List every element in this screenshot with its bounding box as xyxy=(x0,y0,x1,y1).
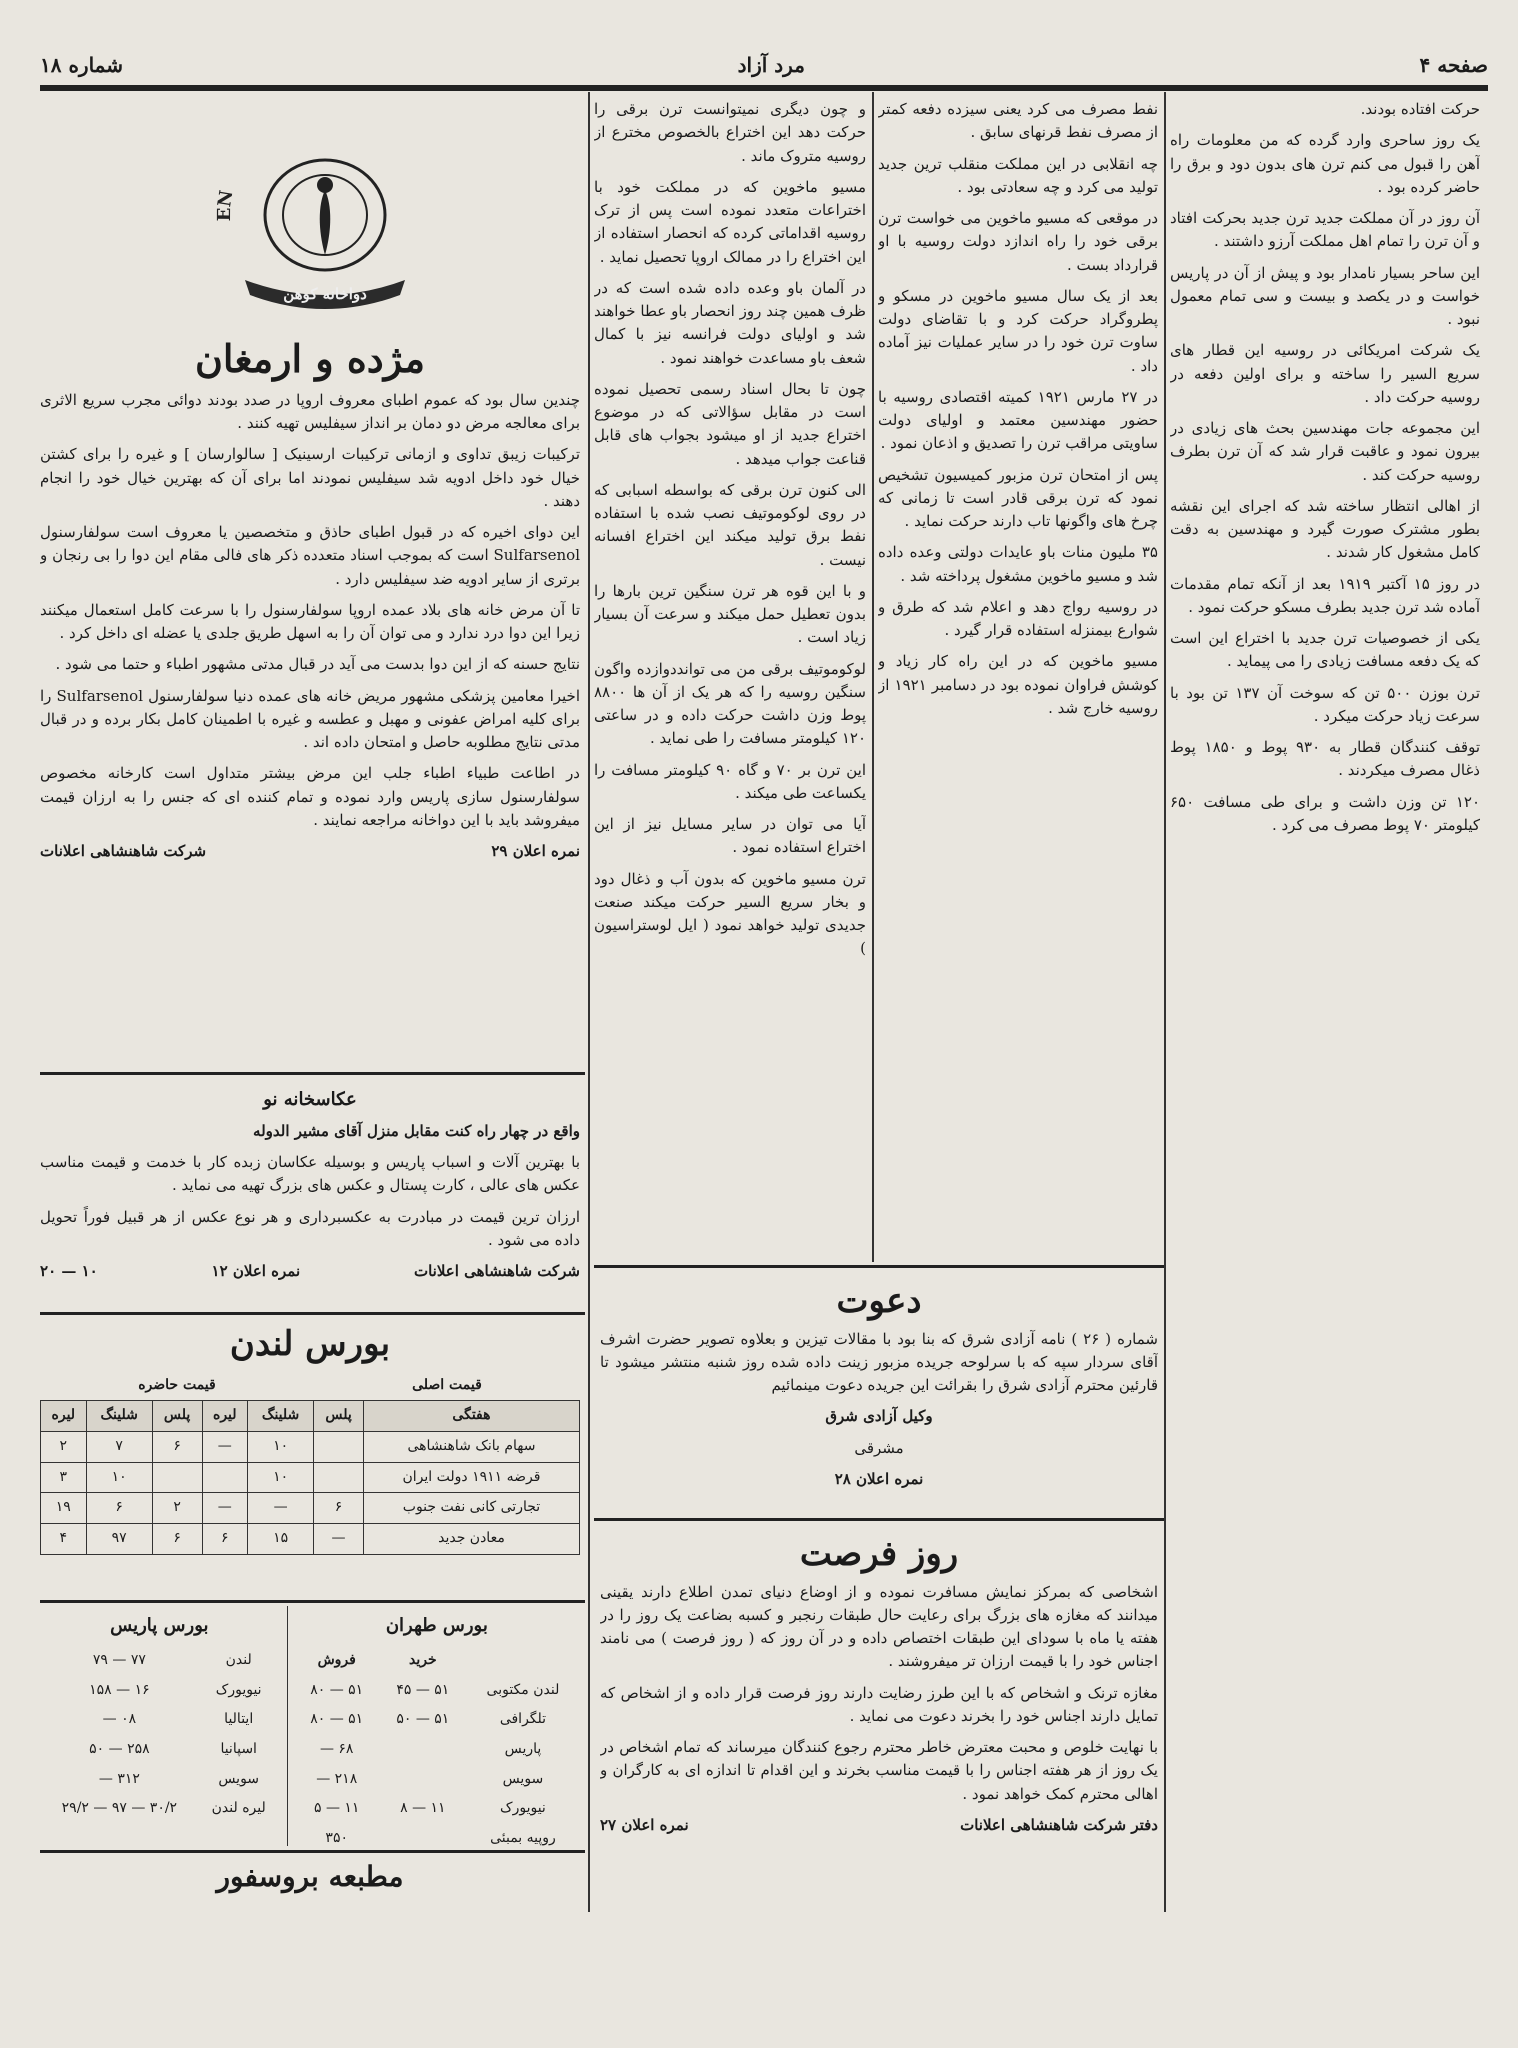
table-cell: معادن جدید xyxy=(363,1524,579,1555)
bourse-london-title: بورس لندن xyxy=(229,1324,391,1364)
table-cell xyxy=(380,1824,466,1846)
table-cell: ۲ xyxy=(41,1432,87,1463)
logo-latin-text: EN xyxy=(213,188,238,222)
table-cell: سویس xyxy=(218,1770,260,1787)
table-cell: — xyxy=(202,1432,248,1463)
table-cell: ۱۰ xyxy=(86,1462,152,1493)
paragraph: وکیل آزادی شرق xyxy=(825,1407,933,1426)
paragraph: نفط مصرف می کرد یعنی سیزده دفعه کمتر از مصرف نفط قرنهای سابق . xyxy=(878,100,1158,142)
table-row xyxy=(40,1705,279,1735)
paragraph: در روز ۱۵ آکتبر ۱۹۱۹ بعد از آنکه تمام مقدمات آماده شد ترن جدید بطرف مسکو حرکت نمود . xyxy=(1170,574,1480,616)
table-cell: ۲۵۸ — ۵۰ xyxy=(89,1740,150,1757)
article-title: مژده و ارمغان xyxy=(194,336,426,381)
table-cell: ۱۰ xyxy=(248,1432,314,1463)
pharmacy-logo xyxy=(200,95,450,325)
ad-number: نمره اعلان ۲۸ xyxy=(834,1469,924,1488)
table-header: پلس xyxy=(314,1401,364,1432)
ad-company: دفتر شرکت شاهنشاهی اعلانات xyxy=(960,1815,1158,1834)
table-cell: ۶ xyxy=(314,1493,364,1524)
column-divider xyxy=(588,92,590,1912)
paragraph: تا آن مرض خانه های بلاد عمده اروپا سولفارسنول را با سرعت کامل استعمال میکنند زیرا این دوا درد ندارد و می توان آن را به اسهل طریق جلدی یا عضله ای داخل کرد . xyxy=(40,600,580,643)
paragraph: اشخاصی که بمرکز نمایش مسافرت نموده و از اوضاع دنیای تمدن اطلاع دارند یقینی میدانند که مغازه های بزرگ برای رعایت حال طبقات رنجبر و کسبه بضاعت یک روز را در هفته یا ماه با سودای این طبقات اختصاص داده و در آن روز که ( روز فرصت ) می نامند اجناس خود را با قیمت ارزان تر میفروشند . xyxy=(600,1582,1158,1671)
table-cell: ۳۱۲ — xyxy=(98,1770,140,1787)
ad-price: ۱۰ — ۲۰ xyxy=(40,1262,98,1281)
paragraph: پس از امتحان ترن مزبور کمیسیون تشخیص نمود که ترن برقی قادر است تا زمانی که چرخ های واگونها تاب دارند حرکت نماید . xyxy=(878,465,1158,530)
article-invitation xyxy=(600,1275,1158,1515)
table-row xyxy=(294,1824,580,1846)
bourse-lower-section xyxy=(40,1606,580,1846)
table-cell: نیویورک xyxy=(215,1681,262,1698)
table-cell: تجارتی کانی نفت جنوب xyxy=(363,1493,579,1524)
column-right xyxy=(1170,98,1480,1918)
table-row xyxy=(40,1676,279,1706)
paragraph: ترن بوزن ۵۰۰ تن که سوخت آن ۱۳۷ تن بود با سرعت زیاد حرکت میکرد . xyxy=(1170,683,1480,725)
paragraph: و با این قوه هر ترن سنگین ترین بارها را بدون تعطیل حمل میکند و سرعت آن بسیار زیاد است . xyxy=(594,581,866,647)
paragraph: یک روز ساحری وارد گرده که من معلومات راه آهن را قبول می کنم ترن های بدون دود و برق را حاضر کرده بود . xyxy=(1170,131,1480,196)
table-cell: ۲۱۸ — xyxy=(316,1770,358,1787)
table-cell: ۷۷ — ۷۹ xyxy=(92,1651,146,1668)
table-cell: نیویورک xyxy=(500,1800,546,1817)
paragraph: اخیرا معامین پزشکی مشهور مریض خانه های عمده دنیا سولفارسنول Sulfarsenol را برای کلیه امراض عفونی و مهبل و عطسه و غیره با اطمینان کامل بکار برده و در قبال مدتی نتایج مطلوبه حاصل و امتحان داده اند . xyxy=(40,686,580,752)
paragraph: یکی از خصوصیات ترن جدید با اختراع این است که یک دفعه مسافت زیادی را می پیماید . xyxy=(1170,629,1480,671)
paragraph: ۳۵ ملیون منات باو عایدات دولتی وعده داده شد و مسیو ماخوین مشغول پرداخته شد . xyxy=(878,543,1158,585)
table-row xyxy=(294,1794,580,1824)
ad-footer xyxy=(40,1260,580,1283)
opportunity-title: روز فرصت xyxy=(799,1534,959,1574)
table-header: هفتگی xyxy=(363,1401,579,1432)
bourse-tehran xyxy=(287,1606,580,1846)
table-cell: — xyxy=(248,1493,314,1524)
paragraph: در موقعی که مسیو ماخوین می خواست ترن برقی خود را راه اندازد دولت روسیه با او قرارداد بست . xyxy=(878,209,1158,274)
table-header: شلینگ xyxy=(248,1401,314,1432)
table-cell: ۱۱ — ۸ xyxy=(400,1800,446,1817)
table-header: فروش xyxy=(317,1651,356,1668)
ad-company: شرکت شاهنشاهی اعلانات xyxy=(40,842,207,861)
paragraph: در روسیه رواج دهد و اعلام شد که طرق و شوارع بیمنزله استفاده قرار گیرد . xyxy=(878,597,1158,639)
bourse-london-table xyxy=(40,1400,580,1554)
page-label: صفحه ۴ xyxy=(1419,53,1488,77)
table-cell: ۵۱ — ۸۰ xyxy=(310,1711,364,1728)
paragraph: از اهالی انتظار ساخته شد که اجرای این نقشه بطور مشترک صورت گیرد و مهندسین به دقت کامل مشغول کار شدند . xyxy=(1170,496,1480,562)
header-rule xyxy=(40,85,1488,91)
paragraph: مسیو ماخوین که در این راه کار زیاد و کوشش فراوان نموده بود در دسامبر ۱۹۲۱ از روسیه خارج شد . xyxy=(878,652,1158,717)
table-cell: ۱۵ xyxy=(248,1524,314,1555)
table-cell: اسپانیا xyxy=(220,1740,257,1757)
table-header: شلینگ xyxy=(86,1401,152,1432)
section-rule xyxy=(40,1850,585,1853)
table-cell xyxy=(314,1462,364,1493)
paragraph: چه انقلابی در این مملکت منقلب ترین جدید تولید می کرد و چه سعادتی بود . xyxy=(878,154,1158,196)
paragraph: در اطاعت طبیاء اطباء جلب این مرض بیشتر متداول است کارخانه مخصوص سولفارسنول سازی پاریس وارد نموده و تمام کننده ای که جنس را به ارزان قیمت میفروشد باید با این دواخانه مراجعه نمایند . xyxy=(40,764,580,829)
section-rule xyxy=(594,1518,1164,1521)
paragraph: و چون دیگری نمیتوانست ترن برقی را حرکت دهد این اختراع بالخصوص مخترع از روسیه متروک ماند . xyxy=(594,100,866,165)
article-photo-studio xyxy=(40,1080,580,1310)
table-cell: ۶ xyxy=(202,1524,248,1555)
table-row xyxy=(294,1735,580,1765)
table-row xyxy=(41,1493,580,1524)
column-divider xyxy=(872,92,874,1262)
paragraph: این دوای اخیره که در قبول اطبای حاذق و متخصصین یا معروف است سولفارسنول Sulfarsenol است که بموجب اسناد متعدده ذکر های فالی مقام این دوا را بی رنجان و برتری از سایر ادویه ضد سیفلیس دارد . xyxy=(40,523,580,588)
bourse-paris-table xyxy=(40,1646,279,1824)
table-cell: ۱۹ xyxy=(41,1493,87,1524)
column-mid-right xyxy=(878,98,1158,1258)
table-cell: ۳۵۰ xyxy=(325,1830,348,1846)
table-cell: ۳ xyxy=(41,1462,87,1493)
table-cell: ۶ xyxy=(152,1524,202,1555)
ad-footer xyxy=(600,1814,1158,1837)
table-row xyxy=(294,1705,580,1735)
paragraph: یک شرکت امریکائی در روسیه این قطار های سریع السیر را ساخته و برای اولین دفعه در روسیه حرکت داد . xyxy=(1170,341,1480,406)
paragraph: ترن مسیو ماخوین که بدون آب و ذغال دود و بخار سریع السیر حرکت میکند صنعت جدیدی تولید خواهد نمود ( ایل لوستراسیون ) xyxy=(594,869,866,958)
table-cell: ۱۰ xyxy=(248,1462,314,1493)
table-row xyxy=(41,1462,580,1493)
table-cell xyxy=(152,1462,202,1493)
table-cell: ۲ xyxy=(152,1493,202,1524)
table-cell: ۳۰/۲ — ۹۷ — ۲۹/۲ xyxy=(61,1800,178,1817)
paragraph: حرکت افتاده بودند. xyxy=(1360,100,1480,118)
paragraph: آیا می توان در سایر مسایل نیز از این اختراع استفاده نمود . xyxy=(594,815,866,857)
table-cell: — xyxy=(314,1524,364,1555)
table-row xyxy=(294,1765,580,1795)
issue-label: شماره ۱۸ xyxy=(40,53,123,77)
ad-footer xyxy=(600,1468,1158,1491)
table-row xyxy=(41,1524,580,1555)
page-header xyxy=(40,45,1488,85)
bourse-paris-title: بورس پاریس xyxy=(110,1615,209,1636)
paragraph: در آلمان باو وعده داده شده است که در ظرف همین چند روز انحصار باو عطا خواهند شد و اولیای دولت فرانسه نیز با کمال شعف باو مساعدت خواهند نمود . xyxy=(594,278,866,367)
table-cell: روپیه بمبئی xyxy=(490,1830,556,1846)
bourse-subtitle: قیمت حاضره xyxy=(138,1376,216,1393)
paragraph: مشرقی xyxy=(854,1438,904,1457)
table-row xyxy=(294,1676,580,1706)
section-rule xyxy=(40,1600,585,1603)
bourse-paris xyxy=(40,1606,279,1846)
table-cell: ۶ xyxy=(152,1432,202,1463)
column-divider xyxy=(1164,92,1166,1912)
table-cell: قرضه ۱۹۱۱ دولت ایران xyxy=(363,1462,579,1493)
paragraph: مغازه ترنک و اشخاص که با این طرز رضایت دارند روز فرصت قرار داده و از اشخاص که تمایل دارند اجناس خود را بخرند دعوت می نماید . xyxy=(600,1683,1158,1725)
paragraph: این مجموعه جات مهندسین بحث های زیادی در بیرون نمود و عاقبت قرار شد که آن ترن بطرف روسیه حرکت کند . xyxy=(1170,419,1480,484)
table-cell: سویس xyxy=(502,1770,544,1787)
table-cell xyxy=(380,1735,466,1765)
table-cell: پاریس xyxy=(504,1740,542,1757)
paragraph: این ترن بر ۷۰ و گاه ۹۰ کیلومتر مسافت را یکساعت طی میکند . xyxy=(594,760,866,802)
table-cell: ۷ xyxy=(86,1432,152,1463)
table-cell: ۵۱ — ۸۰ xyxy=(310,1681,364,1698)
paragraph: الی کنون ترن برقی که بواسطه اسبابی که در روی لوکوموتیف نصب شده با استفاده نفط برق تولید میکند این اختراع افسانه نیست . xyxy=(594,480,866,569)
paragraph: توقف کنندگان قطار به ۹۳۰ پوط و ۱۸۵۰ پوط ذغال مصرف میکردند . xyxy=(1170,738,1480,780)
invitation-title: دعوت xyxy=(836,1281,922,1321)
paragraph: لوکوموتیف برقی من می توانددوازده واگون سنگین روسیه را که هر یک از آن ها ۸۸۰۰ پوط وزن داشت حرکت داده و در ساعتی ۱۲۰ کیلومتر مسافت را طی نماید . xyxy=(594,659,866,748)
paragraph: آن روز در آن مملکت جدید ترن جدید بحرکت افتاد و آن ترن را تمام اهل مملکت آرزو داشتند . xyxy=(1170,209,1480,251)
paragraph: در ۲۷ مارس ۱۹۲۱ کمیته اقتصادی روسیه با حضور مهندسین معتمد و اولیای دولت ساویتی مراقب ترن را تصدیق و اذعان نمود . xyxy=(878,387,1158,453)
table-row xyxy=(40,1646,279,1676)
ad-number: نمره اعلان ۲۹ xyxy=(491,842,580,861)
ad-company: شرکت شاهنشاهی اعلانات xyxy=(413,1262,580,1281)
logo-persian-text: دواخانه کوهن xyxy=(283,285,367,303)
table-cell xyxy=(466,1646,580,1676)
table-cell: — xyxy=(202,1493,248,1524)
table-row xyxy=(40,1794,279,1824)
article-pharmacy xyxy=(40,330,580,1070)
table-cell: ۱۶ — ۱۵۸ xyxy=(89,1681,150,1698)
ad-number: نمره اعلان ۱۲ xyxy=(211,1262,301,1281)
bourse-subtitle: قیمت اصلی xyxy=(412,1376,482,1393)
table-row xyxy=(40,1765,279,1795)
paragraph: با نهایت خلوص و محبت معترض خاطر محترم رجوع کنندگان میرساند که تمام اشخاص در یک روز از هر هفته اجناس را با قیمت مناسب بخرند و این اقدام تا اندازه ای به کارگران و اهالی محترم کمک خواهد نمود . xyxy=(600,1738,1158,1803)
table-header: لیره xyxy=(41,1401,87,1432)
section-rule xyxy=(594,1265,1164,1268)
table-cell: تلگرافی xyxy=(499,1711,547,1728)
article-opportunity xyxy=(600,1528,1158,1908)
ad-number: نمره اعلان ۲۷ xyxy=(600,1815,689,1834)
column-mid-left xyxy=(594,98,866,1258)
table-cell: ۵۱ — ۵۰ xyxy=(396,1711,450,1728)
ad-footer xyxy=(40,840,580,863)
printer-credit: مطبعه بروسفور xyxy=(216,1860,404,1893)
paragraph: بعد از یک سال مسیو ماخوین در مسکو و پطروگراد حرکت کرد و با تقاضای دولت ساوت ترن خود را در سایر عملیات نیز آماده داد . xyxy=(878,286,1158,375)
table-cell xyxy=(314,1432,364,1463)
table-cell: لندن xyxy=(225,1651,252,1668)
table-header: خرید xyxy=(409,1651,437,1668)
table-cell: ۶ xyxy=(86,1493,152,1524)
paragraph: این ساحر بسیار نامدار بود و پیش از آن در پاریس خواست و در یکصد و بیست و سی تمام معمول نبود . xyxy=(1170,263,1480,328)
table-header: پلس xyxy=(152,1401,202,1432)
section-rule xyxy=(40,1072,585,1075)
table-row xyxy=(40,1735,279,1765)
table-cell xyxy=(380,1765,466,1795)
paragraph: ۱۲۰ تن وزن داشت و برای طی مسافت ۶۵۰ کیلومتر ۷۰ پوط مصرف می کرد . xyxy=(1170,792,1480,834)
table-cell: ۰۸ — xyxy=(102,1711,137,1728)
article-title: عکاسخانه نو xyxy=(263,1089,357,1110)
table-header: لیره xyxy=(202,1401,248,1432)
table-cell: لندن مکتوبی xyxy=(486,1681,560,1698)
table-cell: ایتالیا xyxy=(224,1711,254,1728)
table-cell: ۴ xyxy=(41,1524,87,1555)
section-rule xyxy=(40,1312,585,1315)
paragraph: شماره ( ۲۶ ) نامه آزادی شرق که بنا بود با مقالات تیزین و بعلاوه تصویر حضرت اشرف آقای سردار سپه که با سرلوحه جریده مزبور زینت داده شده روز شنبه منتشر میشود تا قارئین محترم آزادی شرق را بقرائت این جریده دعوت مینمائیم xyxy=(600,1329,1158,1395)
table-cell: ۶۸ — xyxy=(319,1740,354,1757)
paragraph: نتایج حسنه که از این دوا بدست می آید در قبال مدتی مشهور اطباء و حتما می شود . xyxy=(55,655,580,674)
table-cell: ۵۱ — ۴۵ xyxy=(396,1681,450,1698)
bourse-tehran-title: بورس طهران xyxy=(385,1615,488,1636)
paragraph: با بهترین آلات و اسباب پاریس و بوسیله عکاسان زبده کار با خدمت و قیمت مناسب عکس های عالی ، کارت پستال و عکس های بزرگ تهیه می نماید . xyxy=(40,1153,580,1195)
table-cell xyxy=(202,1462,248,1493)
paragraph: مسیو ماخوین که در مملکت خود با اختراعات متعدد نموده است پس از ترک روسیه اقداماتی کرده که انحصار استفاده از این اختراع را در ممالک اروپا تحصیل نماید . xyxy=(594,177,866,266)
table-cell: ۹۷ xyxy=(86,1524,152,1555)
paragraph: ارزان ترین قیمت در مبادرت به عکسبرداری و هر نوع عکس از هر قبیل فوراً تحویل داده می شود . xyxy=(40,1207,580,1249)
paragraph: چندین سال بود که عموم اطبای معروف اروپا در صدد بودند دوائی مجرب سریع الاثری برای معالجه مرض دو دمان بر انداز سیفلیس تهیه کنند . xyxy=(40,390,580,433)
table-cell: ۱۱ — ۵ xyxy=(313,1800,360,1817)
table-cell: سهام بانک شاهنشاهی xyxy=(363,1432,579,1463)
table-row xyxy=(41,1432,580,1463)
bourse-tehran-table xyxy=(294,1646,580,1846)
paragraph: ترکیبات زیبق تداوی و ازمانی ترکیبات ارسینیک [ سالوارسان ] و غیره را برای کشتن خیال خود داخل ادویه شد سیفلیس نمودند اما برای آن که بهترین خیال خود را انجام دهند . xyxy=(40,445,580,510)
newspaper-name: مرد آزاد xyxy=(737,53,805,77)
paragraph: چون تا بحال اسناد رسمی تحصیل نموده است در مقابل سؤالاتی که در موضوع اختراع جدید از او میشود بجواب های قابل قناعت جواب میدهد . xyxy=(594,379,866,468)
svg-text:PHARMACIE COHEN xyxy=(200,95,238,221)
table-cell: لیره لندن xyxy=(211,1800,266,1817)
paragraph: واقع در چهار راه کنت مقابل منزل آقای مشیر الدوله xyxy=(253,1121,580,1140)
